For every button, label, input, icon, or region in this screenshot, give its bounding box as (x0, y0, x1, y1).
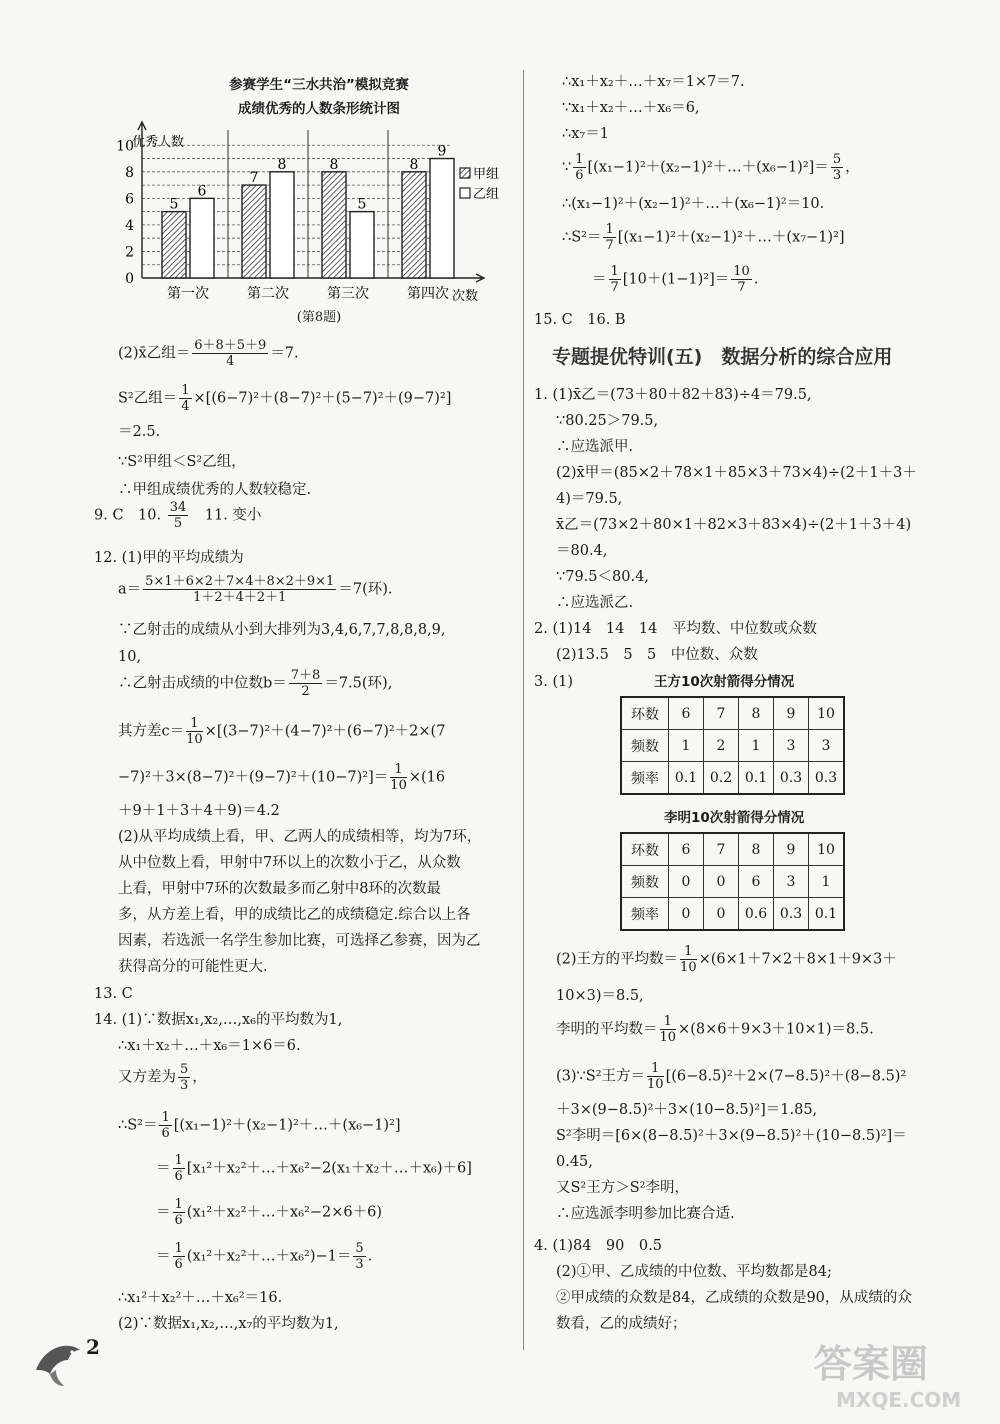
row-header: 频数 (621, 866, 669, 898)
table-cell: 2 (704, 730, 739, 762)
legend-label: 甲组 (473, 167, 500, 182)
l26-pre: ＝ (156, 1160, 171, 1177)
line-l12 (118, 716, 445, 747)
bar-甲组 (322, 172, 346, 278)
bar-value-label: 8 (277, 156, 287, 173)
l28-frac2 (353, 1241, 365, 1272)
r4-num2: 5 (832, 152, 842, 167)
line-r24 (556, 1061, 906, 1092)
l2-den: 4 (181, 399, 190, 414)
line-l2 (118, 383, 451, 414)
line-r26: S²李明＝[6×(8−8.5)²＋3×(9−8.5)²＋(10−8.5)²]＝ (556, 1128, 907, 1144)
line-l16: 从中位数上看，甲射中7环以上的次数小于乙，从众数 (118, 855, 461, 871)
line-r5: ∴(x₁−1)²＋(x₂−1)²＋…＋(x₆−1)²＝10. (562, 196, 825, 212)
r21-pre: (2)王方的平均数＝ (556, 951, 679, 968)
r24-pre: (3)∵S²王方＝ (556, 1068, 646, 1085)
table-cell: 0 (669, 866, 704, 898)
l12-den: 10 (186, 732, 203, 747)
table-cell: 1 (809, 866, 845, 898)
l28-tail: . (367, 1248, 373, 1265)
table-cell: 6 (739, 866, 774, 898)
watermark-line1: 答案圈 (814, 1342, 929, 1386)
l28-den2: 3 (355, 1257, 364, 1272)
r21-frac (680, 944, 697, 975)
line-l19: 因素，若选派一名学生参加比赛，可选择乙参赛，因为乙 (118, 933, 481, 949)
line-r23 (556, 1014, 874, 1045)
bar-value-label: 7 (249, 170, 259, 187)
line-r12: (2)x̄甲＝(85×2＋78×1＋85×3＋73×4)÷(2＋1＋3＋ (556, 465, 917, 481)
l26-tail: [x₁²＋x₂²＋…＋x₆²−2(x₁＋x₂＋…＋x₆)＋6] (186, 1160, 472, 1177)
bar-甲组 (242, 185, 266, 278)
l27-pre: ＝ (156, 1204, 171, 1221)
r4-pre: ∵ (562, 159, 572, 176)
l11-num: 7＋8 (290, 668, 321, 683)
table-cell: 9 (774, 833, 809, 866)
l26-frac (173, 1153, 185, 1184)
chart-title-line2: 成绩优秀的人数条形统计图 (238, 101, 400, 117)
r4-den: 6 (575, 168, 584, 183)
bar-value-label: 8 (329, 156, 339, 173)
table-cell: 1 (739, 730, 774, 762)
l8-den: 1＋2＋4＋2＋1 (193, 590, 287, 605)
table-cell: 8 (739, 697, 774, 730)
table-row (621, 833, 844, 866)
table-cell: 10 (809, 833, 845, 866)
section-title: 专题提优特训(五) 数据分析的综合应用 (552, 346, 893, 368)
l24-tail: ， (192, 1069, 207, 1086)
r6-den: 7 (605, 238, 614, 253)
line-r1: ∴x₁＋x₂＋…＋x₇＝1×7＝7. (562, 74, 745, 90)
watermark-line2: MXQE.COM (836, 1388, 962, 1412)
line-l14: ＋9＋1＋3＋4＋9)＝4.2 (118, 803, 280, 819)
l13-frac (390, 762, 407, 793)
table-row (621, 730, 844, 762)
dolphin-icon (30, 1330, 86, 1390)
table-cell: 7 (704, 833, 739, 866)
l11-pre: ∴乙射击成绩的中位数b＝ (118, 675, 287, 692)
l24-den: 3 (180, 1078, 189, 1093)
r6-tail: [(x₁−1)²＋(x₂−1)²＋…＋(x₇−1)²] (617, 229, 845, 246)
l13-num: 1 (390, 762, 407, 778)
bar-value-label: 6 (197, 183, 207, 200)
legend-swatch (460, 168, 470, 178)
l12-frac (186, 716, 203, 747)
l1-text: (2)x̄乙组＝ (118, 345, 191, 362)
line-r19: (2)13.5 5 5 中位数、众数 (556, 647, 758, 663)
bar-乙组 (190, 198, 214, 278)
l25-den: 6 (161, 1126, 170, 1141)
table-cell: 3 (774, 866, 809, 898)
r7-frac (609, 264, 621, 295)
row-header: 频数 (621, 730, 669, 762)
l12-pre: 其方差c＝ (118, 723, 185, 740)
r23-num: 1 (660, 1014, 677, 1030)
r7-pre: ＝ (592, 271, 607, 288)
l1-num: 6＋8＋5＋9 (194, 338, 267, 353)
l8-tail: ＝7(环). (338, 581, 393, 598)
line-l24 (118, 1062, 207, 1093)
r4-tail: ， (845, 159, 860, 176)
chart-caption: (第8题) (296, 310, 342, 325)
y-tick-label: 0 (125, 271, 134, 287)
table-cell: 0.3 (809, 762, 845, 795)
l24-num: 5 (180, 1062, 189, 1077)
l25-tail: [(x₁−1)²＋(x₂−1)²＋…＋(x₆−1)²] (173, 1117, 401, 1134)
line-l29: ∴x₁²＋x₂²＋…＋x₆²＝16. (118, 1290, 283, 1306)
r4-mid: [(x₁−1)²＋(x₂−1)²＋…＋(x₆−1)²]＝ (587, 159, 829, 176)
r24-den: 10 (647, 1077, 664, 1092)
r24-frac (647, 1061, 664, 1092)
x-tick-label: 第四次 (407, 286, 449, 302)
r23-pre: 李明的平均数＝ (556, 1021, 658, 1038)
r7-frac2 (731, 264, 752, 295)
l12-tail: ×[(3−7)²＋(4−7)²＋(6−7)²＋2×(7 (204, 723, 446, 740)
l11-den: 2 (301, 684, 310, 699)
table-cell: 0 (704, 898, 739, 931)
r4-den2: 3 (832, 168, 842, 183)
l6-frac (168, 500, 189, 531)
l1-den: 4 (226, 354, 235, 369)
l25-frac (159, 1110, 171, 1141)
table1-title: 王方10次射箭得分情况 (654, 674, 795, 690)
r7-den2: 7 (737, 280, 746, 295)
table-cell: 1 (669, 730, 704, 762)
r24-tail: [(6−8.5)²＋2×(7−8.5)²＋(8−8.5)² (665, 1068, 907, 1085)
r4-num: 1 (575, 152, 584, 167)
table-cell: 8 (739, 833, 774, 866)
l13-tail: ×(16 (408, 769, 446, 786)
y-tick-label: 8 (125, 164, 134, 181)
l1-frac (192, 338, 268, 369)
l2-pre: S²乙组＝ (118, 390, 178, 407)
l24-pre: 又方差为 (118, 1069, 176, 1086)
bar-乙组 (350, 212, 374, 278)
bar-甲组 (402, 172, 426, 278)
bar-value-label: 8 (409, 156, 419, 173)
line-l18: 多，从方差上看，甲的成绩比乙的成绩稳定.综合以上各 (118, 907, 471, 923)
r7-num2: 10 (733, 264, 750, 279)
bar-甲组 (162, 212, 186, 278)
column-divider (523, 70, 524, 1350)
line-r11: ∴应选派甲. (556, 439, 634, 455)
table-cell: 9 (774, 697, 809, 730)
l6-tail: 11. 变小 (190, 507, 262, 524)
table-cell: 0.2 (704, 762, 739, 795)
l24-frac (178, 1062, 190, 1093)
line-l25 (118, 1110, 401, 1141)
l28-num: 1 (174, 1241, 183, 1256)
line-l15: (2)从平均成绩上看，甲、乙两人的成绩相等，均为7环， (118, 829, 482, 845)
legend-swatch (460, 188, 470, 198)
line-r30: 4. (1)84 90 0.5 (534, 1238, 662, 1254)
r23-den: 10 (659, 1030, 677, 1045)
table-cell: 6 (669, 697, 704, 730)
table-cell: 0.1 (669, 762, 704, 795)
row-header: 环数 (621, 833, 669, 866)
line-l9: ∵乙射击的成绩从小到大排列为3,4,6,7,7,8,8,8,9, (118, 622, 446, 638)
table-row (621, 866, 844, 898)
line-l28 (156, 1241, 372, 1272)
line-r22: 10×3)＝8.5, (556, 988, 644, 1004)
l27-tail: (x₁²＋x₂²＋…＋x₆²−2×6＋6) (186, 1204, 382, 1221)
chart-ylabel: 优秀人数 (132, 135, 185, 150)
l13-pre: −7)²＋3×(8−7)²＋(9−7)²＋(10−7)²]＝ (118, 769, 389, 786)
l27-den: 6 (174, 1213, 183, 1228)
l11-frac (289, 668, 323, 699)
l11-tail: ＝7.5(环), (324, 675, 393, 692)
bar-value-label: 5 (357, 196, 367, 213)
r6-pre: ∴S²＝ (562, 229, 602, 246)
line-r29: ∴应选派李明参加比赛合适. (556, 1206, 735, 1222)
l13-den: 10 (390, 778, 407, 793)
line-l20: 获得高分的可能性更大. (118, 959, 268, 975)
r4-frac (573, 152, 585, 183)
table-cell: 3 (774, 730, 809, 762)
table-row (621, 762, 844, 795)
r23-tail: ×(8×6＋9×3＋10×1)＝8.5. (678, 1021, 874, 1038)
line-l30: (2)∵数据x₁,x₂,…,x₇的平均数为1, (118, 1316, 339, 1332)
r21-den: 10 (680, 960, 697, 975)
line-r21 (556, 944, 897, 975)
line-r13: 4)＝79.5, (556, 491, 623, 507)
line-l1 (118, 338, 299, 369)
r21-tail: ×(6×1＋7×2＋8×1＋9×3＋ (698, 951, 897, 968)
table-cell: 3 (809, 730, 845, 762)
row-header: 频率 (621, 898, 669, 931)
line-r33: 数看，乙的成绩好； (556, 1316, 687, 1332)
line-r17: ∴应选派乙. (556, 595, 634, 611)
line-r2: ∵x₁＋x₂＋…＋x₆＝6, (562, 100, 700, 116)
r6-frac (603, 222, 615, 253)
line-r27: 0.45, (556, 1154, 593, 1170)
line-r6 (562, 222, 845, 253)
l8-num: 5×1＋6×2＋7×4＋8×2＋9×1 (145, 574, 335, 589)
chart-title-line1: 参赛学生“三水共治”模拟竞赛 (229, 77, 409, 93)
line-l6 (94, 500, 261, 531)
table-cell: 0.3 (774, 898, 809, 931)
line-r14: x̄乙＝(73×2＋80×1＋82×3＋83×4)÷(2＋1＋3＋4) (556, 517, 912, 533)
line-r3: ∴x₇＝1 (562, 126, 609, 142)
l1-tail: ＝7. (270, 345, 299, 362)
table-row (621, 697, 844, 730)
page-number: 2 (86, 1335, 100, 1359)
row-header: 频率 (621, 762, 669, 795)
y-tick-label: 6 (125, 191, 134, 208)
line-r4 (562, 152, 860, 183)
line-r28: 又S²王方＞S²李明， (556, 1180, 689, 1196)
l28-den: 6 (174, 1257, 183, 1272)
table-cell: 0.1 (739, 762, 774, 795)
line-l17: 上看，甲射中7环的次数最多而乙射中8环的次数最 (118, 881, 441, 897)
l6-den: 5 (173, 516, 183, 531)
line-r20: 3. (1) (534, 674, 573, 690)
r6-num: 1 (605, 222, 614, 237)
y-tick-label: 2 (125, 244, 134, 261)
table-cell: 10 (809, 697, 845, 730)
table-wangfang (620, 696, 845, 795)
l12-num: 1 (186, 716, 203, 732)
line-l11 (118, 668, 392, 699)
table-cell: 0.6 (739, 898, 774, 931)
table-cell: 0.1 (809, 898, 845, 931)
line-r8: 15. C 16. B (534, 312, 626, 328)
watermark-logo (806, 1335, 986, 1415)
l27-num: 1 (174, 1197, 183, 1212)
line-l21: 13. C (94, 986, 133, 1002)
line-r16: ∵79.5＜80.4, (556, 569, 649, 585)
r7-den: 7 (610, 280, 619, 295)
bar-乙组 (270, 172, 294, 278)
l2-tail: ×[(6−7)²＋(8−7)²＋(5−7)²＋(9−7)²] (193, 390, 452, 407)
line-l27 (156, 1197, 382, 1228)
r24-num: 1 (647, 1061, 664, 1077)
r21-num: 1 (680, 944, 697, 960)
bar-chart (106, 120, 506, 308)
line-r18: 2. (1)14 14 14 平均数、中位数或众数 (534, 621, 817, 637)
x-tick-label: 第三次 (327, 286, 369, 302)
line-r25: ＋3×(9−8.5)²＋3×(10−8.5)²]＝1.85, (556, 1102, 818, 1118)
line-r10: ∵80.25＞79.5, (556, 413, 659, 429)
line-r7 (592, 264, 758, 295)
line-l10: 10, (118, 649, 142, 665)
l2-frac (179, 383, 191, 414)
line-r31: (2)①甲、乙成绩的中位数、平均数都是84; (556, 1264, 832, 1280)
l27-frac (173, 1197, 185, 1228)
l8-pre: a＝ (118, 581, 142, 598)
l28-num2: 5 (355, 1241, 364, 1256)
l25-pre: ∴S²＝ (118, 1117, 158, 1134)
l6-num: 34 (169, 500, 187, 515)
legend-label: 乙组 (473, 187, 500, 202)
line-l8 (118, 574, 393, 605)
bar-乙组 (430, 159, 454, 278)
row-header: 环数 (621, 697, 669, 730)
l26-num: 1 (174, 1153, 183, 1168)
r4-frac2 (831, 152, 843, 183)
table-cell: 7 (704, 697, 739, 730)
l25-num: 1 (161, 1110, 170, 1125)
table-cell: 0.3 (774, 762, 809, 795)
table-cell: 0 (704, 866, 739, 898)
l26-den: 6 (174, 1169, 183, 1184)
bar-value-label: 5 (169, 196, 179, 213)
line-l23: ∴x₁＋x₂＋…＋x₆＝1×6＝6. (118, 1038, 301, 1054)
l28-frac (173, 1241, 185, 1272)
l28-pre: ＝ (156, 1248, 171, 1265)
x-tick-label: 第一次 (167, 286, 209, 302)
line-l7: 12. (1)甲的平均成绩为 (94, 550, 244, 566)
l6-pre: 9. C 10. (94, 507, 166, 524)
y-tick-label: 4 (125, 217, 134, 234)
chart-xlabel: 次数 (452, 289, 479, 304)
l2-num: 1 (181, 383, 190, 398)
line-l3: ＝2.5. (118, 424, 161, 440)
table-cell: 0 (669, 898, 704, 931)
l8-frac (143, 574, 336, 605)
x-tick-label: 第二次 (247, 286, 289, 302)
r7-mid: [10＋(1−1)²]＝ (622, 271, 730, 288)
table-liming (620, 832, 845, 931)
line-l4: ∵S²甲组＜S²乙组， (118, 454, 246, 470)
line-l22: 14. (1)∵数据x₁,x₂,…,x₆的平均数为1, (94, 1012, 343, 1028)
table2-title: 李明10次射箭得分情况 (664, 810, 805, 826)
line-l13 (118, 762, 445, 793)
line-l5: ∴甲组成绩优秀的人数较稳定. (118, 482, 312, 498)
r23-frac (660, 1014, 677, 1045)
table-cell: 6 (669, 833, 704, 866)
line-r15: ＝80.4, (556, 543, 608, 559)
r7-num: 1 (610, 264, 619, 279)
line-r32: ②甲成绩的众数是84，乙成绩的众数是90，从成绩的众 (556, 1290, 912, 1306)
table-row (621, 898, 844, 931)
line-l26 (156, 1153, 472, 1184)
l28-mid: (x₁²＋x₂²＋…＋x₆²)−1＝ (186, 1248, 352, 1265)
r7-tail: . (753, 271, 759, 288)
bar-value-label: 9 (437, 143, 447, 160)
y-tick-label: 10 (116, 138, 134, 155)
line-r9: 1. (1)x̄乙＝(73＋80＋82＋83)÷4＝79.5, (534, 387, 812, 403)
